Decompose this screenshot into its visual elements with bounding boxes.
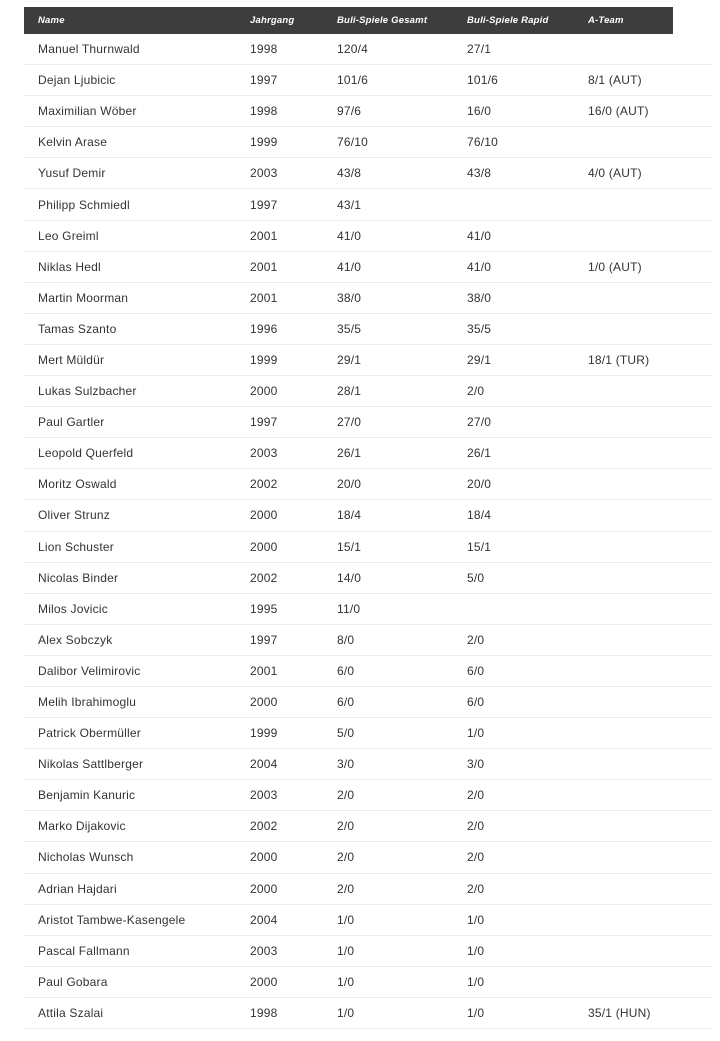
table-row — [24, 718, 713, 749]
cell-buli-spiele-rapid: 38/0 — [467, 290, 492, 305]
cell-jahrgang: 2002 — [250, 477, 278, 492]
table-row — [24, 905, 713, 936]
cell-a-team: 8/1 (AUT) — [588, 73, 642, 88]
table-row — [24, 967, 713, 998]
cell-buli-spiele-gesamt: 29/1 — [337, 352, 362, 367]
cell-a-team: 1/0 (AUT) — [588, 259, 642, 274]
cell-a-team: 4/0 (AUT) — [588, 166, 642, 181]
cell-name: Nicholas Wunsch — [38, 850, 134, 865]
column-header-a-team: A-Team — [588, 15, 624, 26]
cell-buli-spiele-rapid: 1/0 — [467, 974, 485, 989]
table-row — [24, 345, 713, 376]
cell-buli-spiele-gesamt: 2/0 — [337, 881, 355, 896]
table-row — [24, 998, 713, 1029]
cell-buli-spiele-gesamt: 35/5 — [337, 321, 362, 336]
cell-buli-spiele-gesamt: 6/0 — [337, 663, 355, 678]
table-row — [24, 438, 713, 469]
cell-buli-spiele-gesamt: 38/0 — [337, 290, 362, 305]
cell-buli-spiele-rapid: 27/1 — [467, 42, 492, 57]
cell-buli-spiele-gesamt: 1/0 — [337, 1005, 355, 1020]
cell-jahrgang: 2001 — [250, 290, 278, 305]
table-row — [24, 127, 713, 158]
cell-jahrgang: 2003 — [250, 446, 278, 461]
cell-buli-spiele-gesamt: 28/1 — [337, 384, 362, 399]
cell-name: Dejan Ljubicic — [38, 73, 116, 88]
cell-jahrgang: 2000 — [250, 881, 278, 896]
cell-name: Manuel Thurnwald — [38, 42, 140, 57]
cell-buli-spiele-gesamt: 2/0 — [337, 850, 355, 865]
table-header-row — [24, 7, 673, 34]
cell-buli-spiele-rapid: 2/0 — [467, 788, 485, 803]
table-row — [24, 625, 713, 656]
cell-buli-spiele-gesamt: 1/0 — [337, 943, 355, 958]
cell-buli-spiele-rapid: 2/0 — [467, 881, 485, 896]
cell-buli-spiele-rapid: 1/0 — [467, 726, 485, 741]
cell-name: Pascal Fallmann — [38, 943, 130, 958]
cell-buli-spiele-gesamt: 1/0 — [337, 974, 355, 989]
table-row — [24, 376, 713, 407]
cell-jahrgang: 1998 — [250, 104, 278, 119]
cell-name: Melih Ibrahimoglu — [38, 695, 137, 710]
cell-jahrgang: 2000 — [250, 384, 278, 399]
cell-name: Mert Müldür — [38, 352, 105, 367]
table-row — [24, 469, 713, 500]
column-header-buli-spiele-gesamt: Buli-Spiele Gesamt — [337, 15, 428, 26]
cell-buli-spiele-rapid: 29/1 — [467, 352, 492, 367]
table-row — [24, 252, 713, 283]
cell-name: Kelvin Arase — [38, 135, 108, 150]
cell-jahrgang: 2001 — [250, 259, 278, 274]
cell-buli-spiele-gesamt: 2/0 — [337, 788, 355, 803]
cell-name: Leo Greiml — [38, 228, 99, 243]
cell-a-team: 18/1 (TUR) — [588, 352, 650, 367]
cell-buli-spiele-rapid: 2/0 — [467, 632, 485, 647]
cell-name: Aristot Tambwe-Kasengele — [38, 912, 186, 927]
cell-jahrgang: 2003 — [250, 166, 278, 181]
cell-buli-spiele-rapid: 6/0 — [467, 663, 485, 678]
cell-name: Patrick Obermüller — [38, 726, 141, 741]
cell-jahrgang: 1997 — [250, 197, 278, 212]
table-row — [24, 749, 713, 780]
table-row — [24, 563, 713, 594]
cell-jahrgang: 1999 — [250, 352, 278, 367]
cell-name: Paul Gartler — [38, 415, 105, 430]
cell-name: Maximilian Wöber — [38, 104, 137, 119]
cell-name: Dalibor Velimirovic — [38, 663, 141, 678]
cell-buli-spiele-gesamt: 26/1 — [337, 446, 362, 461]
cell-buli-spiele-rapid: 26/1 — [467, 446, 492, 461]
cell-jahrgang: 2000 — [250, 850, 278, 865]
cell-jahrgang: 1997 — [250, 415, 278, 430]
cell-buli-spiele-gesamt: 15/1 — [337, 539, 362, 554]
cell-jahrgang: 2003 — [250, 943, 278, 958]
cell-jahrgang: 1996 — [250, 321, 278, 336]
cell-buli-spiele-gesamt: 14/0 — [337, 570, 362, 585]
table-row — [24, 811, 713, 842]
cell-buli-spiele-rapid: 101/6 — [467, 73, 499, 88]
table-row — [24, 314, 713, 345]
table-row — [24, 780, 713, 811]
cell-buli-spiele-rapid: 1/0 — [467, 1005, 485, 1020]
cell-jahrgang: 2001 — [250, 663, 278, 678]
cell-buli-spiele-rapid: 3/0 — [467, 757, 485, 772]
cell-name: Milos Jovicic — [38, 601, 108, 616]
cell-buli-spiele-gesamt: 5/0 — [337, 726, 355, 741]
cell-buli-spiele-gesamt: 97/6 — [337, 104, 362, 119]
table-row — [24, 65, 713, 96]
cell-buli-spiele-rapid: 20/0 — [467, 477, 492, 492]
cell-buli-spiele-rapid: 5/0 — [467, 570, 485, 585]
table-row — [24, 500, 713, 531]
cell-buli-spiele-rapid: 2/0 — [467, 819, 485, 834]
cell-name: Benjamin Kanuric — [38, 788, 136, 803]
cell-jahrgang: 1999 — [250, 135, 278, 150]
table-row — [24, 407, 713, 438]
cell-name: Lukas Sulzbacher — [38, 384, 137, 399]
cell-buli-spiele-rapid: 41/0 — [467, 228, 492, 243]
cell-jahrgang: 2002 — [250, 570, 278, 585]
cell-jahrgang: 2000 — [250, 974, 278, 989]
column-header-buli-spiele-rapid: Buli-Spiele Rapid — [467, 15, 549, 26]
cell-name: Yusuf Demir — [38, 166, 106, 181]
table-body — [24, 34, 713, 1029]
cell-buli-spiele-gesamt: 43/8 — [337, 166, 362, 181]
cell-buli-spiele-gesamt: 1/0 — [337, 912, 355, 927]
cell-buli-spiele-rapid: 1/0 — [467, 943, 485, 958]
table-row — [24, 221, 713, 252]
cell-jahrgang: 1998 — [250, 42, 278, 57]
cell-jahrgang: 1995 — [250, 601, 278, 616]
table-row — [24, 594, 713, 625]
cell-jahrgang: 2002 — [250, 819, 278, 834]
cell-name: Moritz Oswald — [38, 477, 117, 492]
cell-name: Paul Gobara — [38, 974, 108, 989]
table-row — [24, 158, 713, 189]
cell-jahrgang: 2000 — [250, 539, 278, 554]
cell-jahrgang: 2000 — [250, 508, 278, 523]
cell-buli-spiele-rapid: 6/0 — [467, 695, 485, 710]
cell-buli-spiele-gesamt: 11/0 — [337, 601, 361, 616]
cell-name: Niklas Hedl — [38, 259, 101, 274]
table-row — [24, 96, 713, 127]
cell-buli-spiele-gesamt: 8/0 — [337, 632, 355, 647]
table-row — [24, 189, 713, 220]
table-row — [24, 842, 713, 873]
cell-name: Nicolas Binder — [38, 570, 119, 585]
cell-name: Attila Szalai — [38, 1005, 104, 1020]
cell-buli-spiele-gesamt: 27/0 — [337, 415, 362, 430]
cell-buli-spiele-rapid: 35/5 — [467, 321, 492, 336]
table-row — [24, 34, 713, 65]
cell-jahrgang: 1997 — [250, 73, 278, 88]
cell-name: Martin Moorman — [38, 290, 129, 305]
cell-buli-spiele-rapid: 18/4 — [467, 508, 492, 523]
cell-name: Lion Schuster — [38, 539, 114, 554]
cell-buli-spiele-gesamt: 41/0 — [337, 228, 362, 243]
cell-a-team: 16/0 (AUT) — [588, 104, 649, 119]
cell-buli-spiele-rapid: 41/0 — [467, 259, 492, 274]
table-row — [24, 936, 713, 967]
cell-buli-spiele-gesamt: 120/4 — [337, 42, 369, 57]
table-row — [24, 656, 713, 687]
table-row — [24, 283, 713, 314]
cell-jahrgang: 2003 — [250, 788, 278, 803]
cell-jahrgang: 1999 — [250, 726, 278, 741]
cell-buli-spiele-gesamt: 76/10 — [337, 135, 369, 150]
cell-a-team: 35/1 (HUN) — [588, 1005, 651, 1020]
cell-buli-spiele-gesamt: 3/0 — [337, 757, 355, 772]
cell-buli-spiele-gesamt: 41/0 — [337, 259, 362, 274]
column-header-name: Name — [38, 15, 65, 26]
cell-buli-spiele-gesamt: 18/4 — [337, 508, 362, 523]
column-header-jahrgang: Jahrgang — [250, 15, 295, 26]
cell-buli-spiele-rapid: 16/0 — [467, 104, 492, 119]
cell-jahrgang: 2000 — [250, 695, 278, 710]
cell-buli-spiele-gesamt: 101/6 — [337, 73, 369, 88]
cell-name: Nikolas Sattlberger — [38, 757, 144, 772]
cell-name: Marko Dijakovic — [38, 819, 126, 834]
cell-name: Adrian Hajdari — [38, 881, 117, 896]
cell-buli-spiele-gesamt: 20/0 — [337, 477, 362, 492]
cell-name: Philipp Schmiedl — [38, 197, 130, 212]
cell-buli-spiele-gesamt: 2/0 — [337, 819, 355, 834]
cell-buli-spiele-gesamt: 6/0 — [337, 695, 355, 710]
cell-name: Oliver Strunz — [38, 508, 110, 523]
cell-name: Alex Sobczyk — [38, 632, 113, 647]
cell-jahrgang: 2001 — [250, 228, 278, 243]
cell-buli-spiele-rapid: 15/1 — [467, 539, 492, 554]
cell-name: Tamas Szanto — [38, 321, 117, 336]
cell-jahrgang: 1997 — [250, 632, 278, 647]
table-row — [24, 687, 713, 718]
cell-buli-spiele-rapid: 27/0 — [467, 415, 492, 430]
cell-buli-spiele-gesamt: 43/1 — [337, 197, 362, 212]
table-row — [24, 532, 713, 563]
cell-jahrgang: 2004 — [250, 757, 278, 772]
cell-buli-spiele-rapid: 43/8 — [467, 166, 492, 181]
cell-buli-spiele-rapid: 2/0 — [467, 384, 485, 399]
cell-jahrgang: 1998 — [250, 1005, 278, 1020]
cell-name: Leopold Querfeld — [38, 446, 134, 461]
cell-jahrgang: 2004 — [250, 912, 278, 927]
table-row — [24, 874, 713, 905]
cell-buli-spiele-rapid: 1/0 — [467, 912, 485, 927]
cell-buli-spiele-rapid: 2/0 — [467, 850, 485, 865]
cell-buli-spiele-rapid: 76/10 — [467, 135, 499, 150]
